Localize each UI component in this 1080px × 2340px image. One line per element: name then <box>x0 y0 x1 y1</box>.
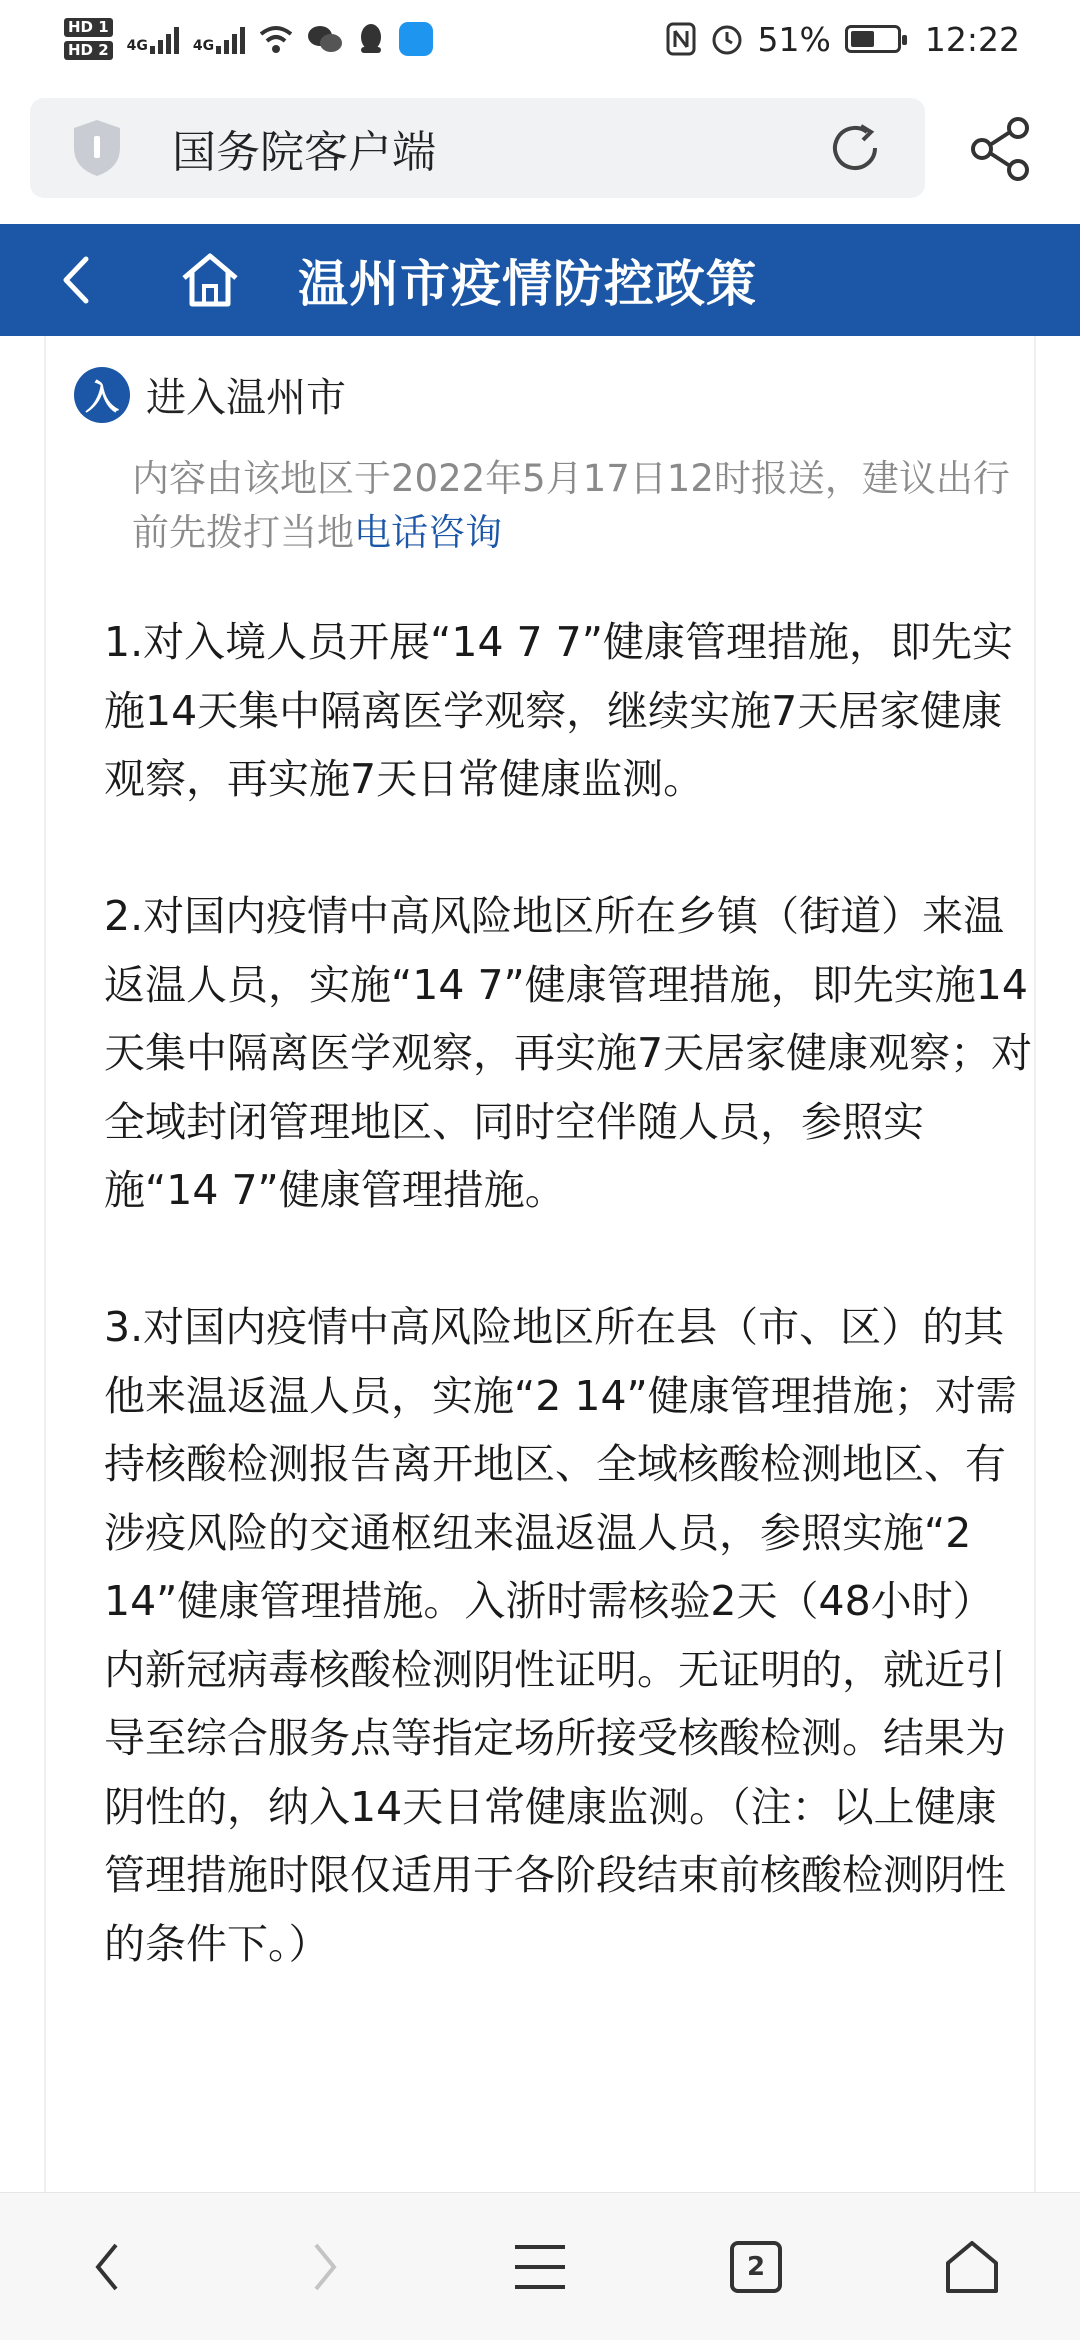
battery-icon <box>845 25 901 53</box>
nav-forward-button[interactable] <box>284 2227 364 2307</box>
share-icon[interactable] <box>966 114 1036 184</box>
chevron-left-icon <box>88 2239 128 2295</box>
clock: 12:22 <box>924 19 1020 59</box>
section-heading <box>74 366 346 423</box>
hd-indicator <box>64 18 113 60</box>
report-notice <box>132 452 1012 560</box>
refresh-icon[interactable] <box>825 118 885 178</box>
address-text[interactable]: 国务院客户端 <box>172 127 436 178</box>
nav-tabs-button[interactable] <box>716 2227 796 2307</box>
page-header <box>0 224 1080 336</box>
nav-menu-button[interactable] <box>500 2227 580 2307</box>
chevron-right-icon <box>304 2239 344 2295</box>
menu-icon <box>513 2243 567 2291</box>
phone-consult-link[interactable]: 电话咨询 <box>354 511 502 554</box>
wifi-icon <box>259 24 293 54</box>
nfc-icon <box>666 22 696 56</box>
home-nav-icon <box>942 2237 1002 2297</box>
app-notification-icon <box>399 22 433 56</box>
shield-icon <box>70 118 124 178</box>
signal-2-icon: 4G <box>193 24 245 54</box>
alarm-icon <box>710 22 744 56</box>
hd1-label: HD 1 <box>64 18 113 37</box>
status-bar <box>0 0 1080 78</box>
home-button[interactable] <box>174 244 246 316</box>
qq-icon <box>357 23 385 55</box>
address-bar[interactable] <box>30 98 925 198</box>
signal-1-icon: 4G <box>127 24 179 54</box>
bottom-nav <box>0 2192 1080 2340</box>
nav-back-button[interactable] <box>68 2227 148 2307</box>
wechat-icon <box>307 24 343 54</box>
battery-percent: 51% <box>757 19 831 59</box>
policy-body <box>104 608 1034 2047</box>
policy-paragraph: 2.对国内疫情中高风险地区所在乡镇（街道）来温返温人员，实施“14 7”健康管理措施，即先实施14天集中隔离医学观察，再实施7天居家健康观察；对全域封闭管理地区、同时空伴随人员，参照实施“14 7”健康管理措施。 <box>104 892 1033 1214</box>
nav-home-button[interactable] <box>932 2227 1012 2307</box>
hd2-label: HD 2 <box>64 41 113 60</box>
page-title: 温州市疫情防控政策 <box>298 255 757 313</box>
content-card <box>44 336 1036 2192</box>
status-right <box>666 20 1020 59</box>
policy-paragraph: 3.对国内疫情中高风险地区所在县（市、区）的其他来温返温人员，实施“2 14”健康管理措施；对需持核酸检测报告离开地区、全域核酸检测地区、有涉疫风险的交通枢纽来温返温人员，参照实施“2 14”健康管理措施。入浙时需核验2天（48小时）内新冠病毒核酸检测阴性证明。无证明的，就近引导至综合服务点等指定场所接受核酸检测。结果为阴性的，纳入14天日常健康监测。（注：以上健康管理措施时限仅适用于各阶段结束前核酸检测阴性的条件下。） <box>104 1303 1017 1968</box>
section-title: 进入温州市 <box>146 375 346 421</box>
status-left <box>64 18 433 60</box>
policy-paragraph: 1.对入境人员开展“14 7 7”健康管理措施，即先实施14天集中隔离医学观察，继续实施7天居家健康观察，再实施7天日常健康监测。 <box>104 618 1014 803</box>
back-button[interactable] <box>44 245 114 315</box>
notice-text: 内容由该地区于2022年5月17日12时报送，建议出行前先拨打当地 <box>132 457 1010 554</box>
tab-count: 2 <box>730 2241 782 2293</box>
enter-badge: 入 <box>74 367 130 423</box>
